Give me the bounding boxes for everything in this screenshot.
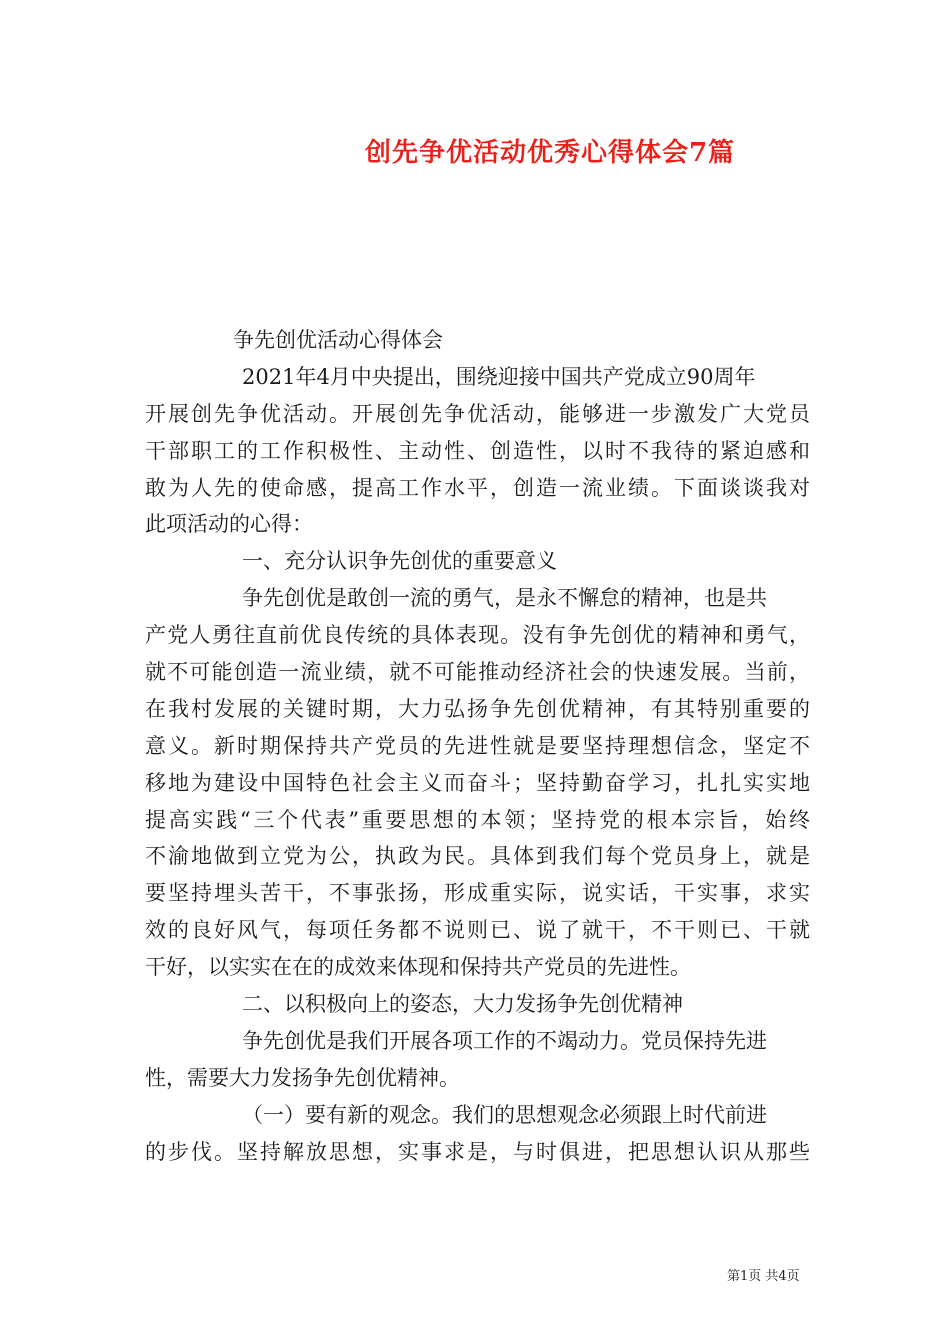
paragraph-line: 争先创优是敢创一流的勇气，是永不懈怠的精神，也是共	[242, 586, 767, 611]
paragraph-line: 不渝地做到立党为公，执政为民。具体到我们每个党员身上，就是	[145, 844, 810, 869]
section-heading: 一、充分认识争先创优的重要意义	[242, 549, 557, 574]
paragraph-line: 提高实践“三个代表”重要思想的本领；坚持党的根本宗旨，始终	[145, 807, 810, 832]
paragraph-line: 此项活动的心得：	[145, 512, 313, 537]
document-title	[0, 132, 950, 169]
section-heading: 二、以积极向上的姿态，大力发扬争先创优精神	[242, 992, 683, 1017]
document-title-text: 创先争优活动优秀心得体会7篇	[364, 138, 736, 168]
paragraph-line: 效的良好风气，每项任务都不说则已、说了就干，不干则已、干就	[145, 918, 810, 943]
paragraph-line: 2021年4月中央提出，围绕迎接中国共产党成立90周年	[242, 364, 756, 389]
paragraph-line: 干部职工的工作积极性、主动性、创造性，以时不我待的紧迫感和	[145, 438, 810, 463]
document-body	[145, 322, 810, 1170]
paragraph-line: 要坚持埋头苦干，不事张扬，形成重实际，说实话，干实事，求实	[145, 881, 810, 906]
paragraph-line: 产党人勇往直前优良传统的具体表现。没有争先创优的精神和勇气，	[145, 623, 810, 648]
paragraph-line: 性，需要大力发扬争先创优精神。	[145, 1065, 460, 1090]
paragraph-line: 就不可能创造一流业绩，就不可能推动经济社会的快速发展。当前，	[145, 660, 810, 685]
section-heading: 争先创优活动心得体会	[233, 328, 443, 352]
page-footer: 第1页 共4页	[727, 1269, 800, 1284]
paragraph-line: （一）要有新的观念。我们的思想观念必须跟上时代前进	[242, 1102, 767, 1127]
paragraph-line: 在我村发展的关键时期，大力弘扬争先创优精神，有其特别重要的	[145, 696, 810, 721]
paragraph-line: 敢为人先的使命感，提高工作水平，创造一流业绩。下面谈谈我对	[145, 475, 810, 500]
paragraph-line: 移地为建设中国特色社会主义而奋斗；坚持勤奋学习，扎扎实实地	[145, 770, 810, 795]
paragraph-line: 干好，以实实在在的成效来体现和保持共产党员的先进性。	[145, 955, 691, 980]
paragraph-line: 意义。新时期保持共产党员的先进性就是要坚持理想信念，坚定不	[145, 733, 810, 758]
paragraph-line: 开展创先争优活动。开展创先争优活动，能够进一步激发广大党员	[145, 401, 810, 426]
paragraph-line: 争先创优是我们开展各项工作的不竭动力。党员保持先进	[242, 1028, 767, 1053]
paragraph-line: 的步伐。坚持解放思想，实事求是，与时俱进，把思想认识从那些	[145, 1139, 810, 1164]
